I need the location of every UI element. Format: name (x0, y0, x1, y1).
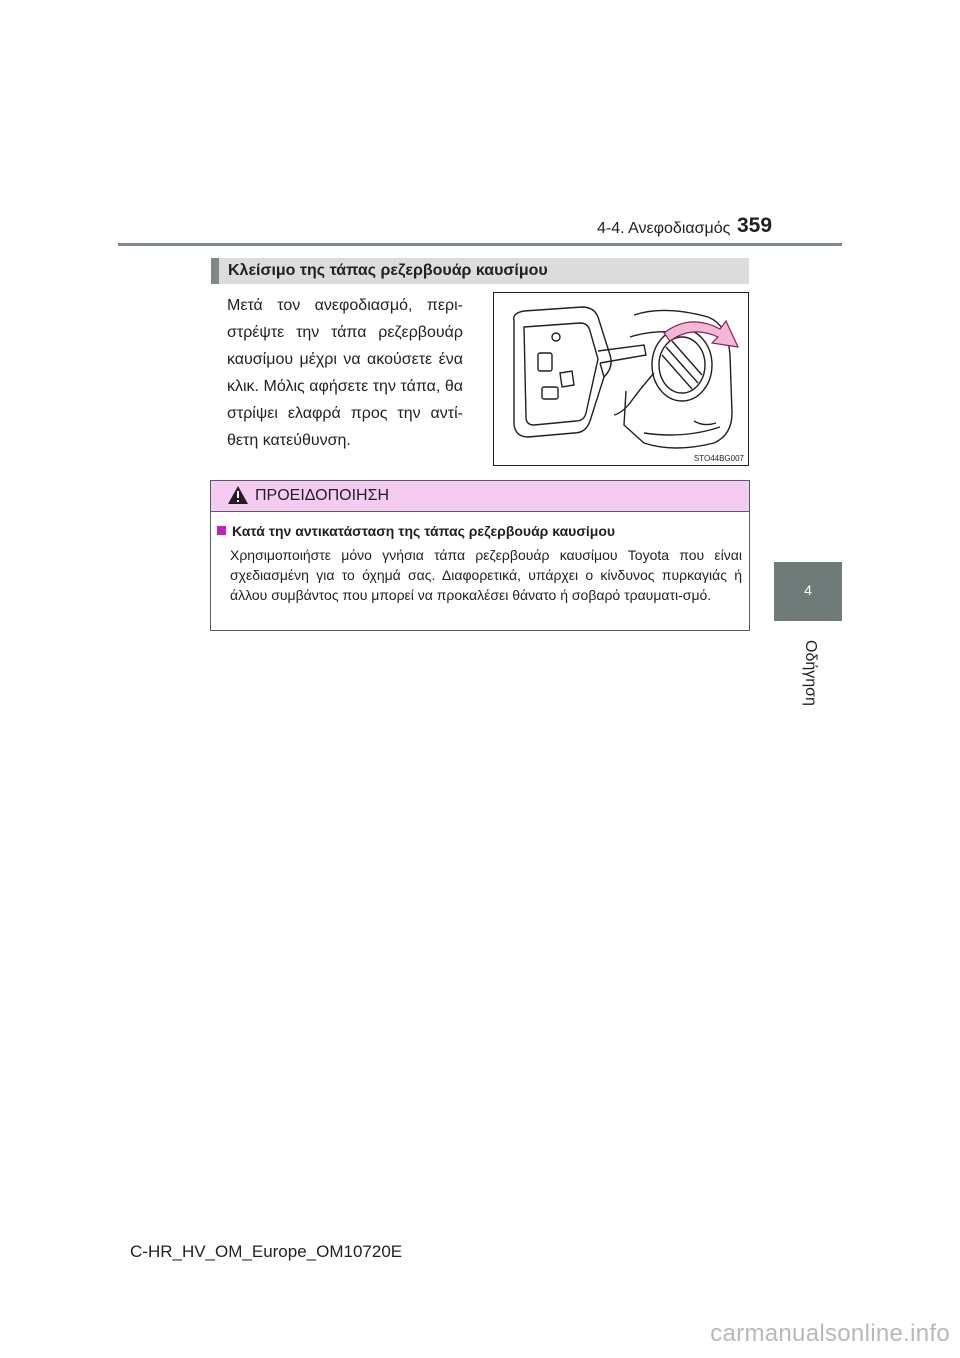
watermark: carmanualsonline.info (710, 1320, 950, 1347)
fuel-cap-illustration (493, 292, 749, 466)
chapter-title: Οδήγηση (802, 640, 819, 706)
warning-item-title: Κατά την αντικατάσταση της τάπας ρεζερβουάρ καυσίμου (232, 523, 616, 539)
header-section-title: 4-4. Ανεφοδιασμός (597, 220, 731, 237)
warning-item-heading (217, 523, 615, 539)
section-body-text: Μετά τον ανεφοδιασμό, περι-στρέψτε την τάπα ρεζερβουάρ καυσίμου μέχρι να ακούσετε ένα κλικ. Μόλις αφήσετε την τάπα, θα στρίψει ελαφρά προς την αντί-θετη κατεύθυνση. (227, 297, 463, 449)
rotation-arrow (664, 321, 738, 347)
header-rule (118, 243, 842, 246)
footer-document-code: C-HR_HV_OM_Europe_OM10720E (130, 1242, 403, 1261)
section-heading-bar (211, 258, 749, 284)
warning-item-text: Χρησιμοποιήστε μόνο γνήσια τάπα ρεζερβουάρ καυσίμου Toyota που είναι σχεδιασμένη για το όχημά σας. Διαφορετικά, υπάρχει ο κίνδυνος πυρκαγιάς ή άλλου συμβάντος που μπορεί να προκαλέσει θάνατο ή σοβαρό τραυματι-σμό. (230, 547, 742, 603)
warning-box (210, 480, 750, 631)
chapter-tab (774, 562, 842, 621)
warning-triangle-icon (227, 485, 249, 505)
square-bullet-icon (217, 526, 226, 535)
section-heading: Κλείσιμο της τάπας ρεζερβουάρ καυσίμου (228, 262, 548, 279)
figure-code: STO44BG007 (693, 454, 744, 463)
chapter-number: 4 (804, 582, 812, 598)
warning-header (211, 481, 749, 512)
warning-title: ΠΡΟΕΙΔΟΠΟΙΗΣΗ (255, 487, 390, 504)
page-number: 359 (737, 214, 773, 237)
fuel-door-drawing (494, 293, 750, 467)
